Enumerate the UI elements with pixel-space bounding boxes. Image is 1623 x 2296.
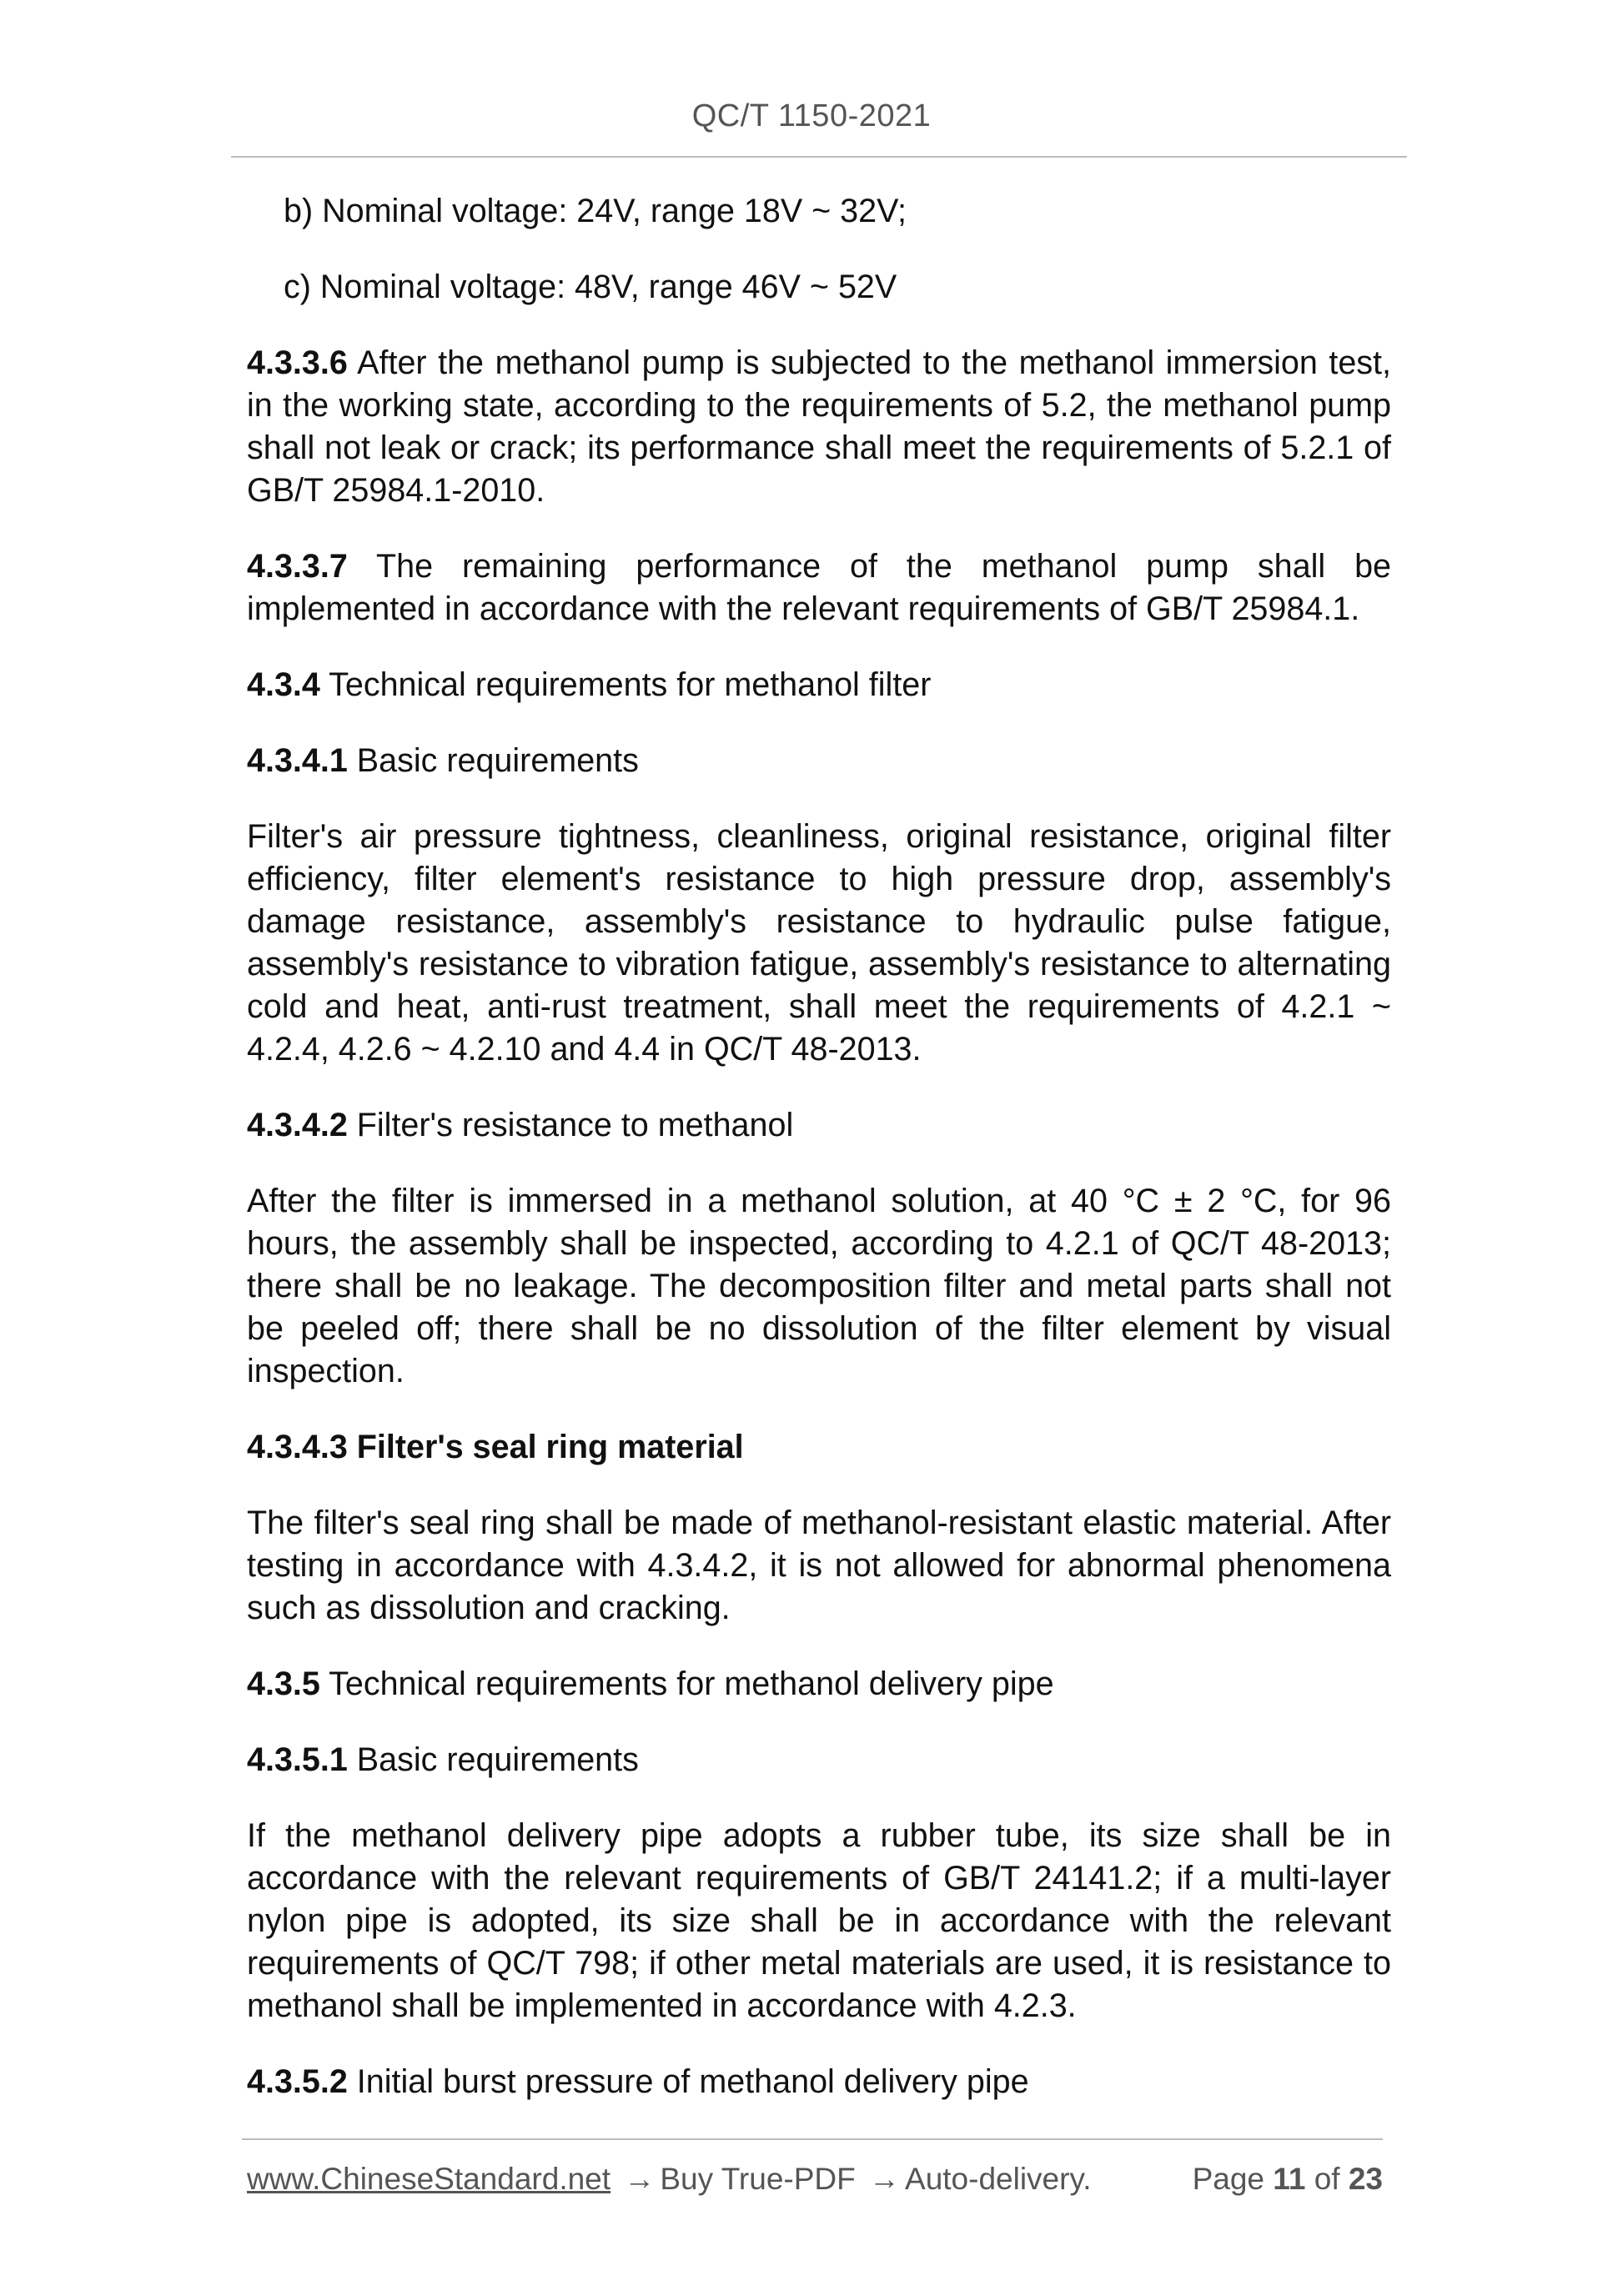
section-number: 4.3.5 <box>247 1665 320 1702</box>
clause-4-3-3-6 <box>247 342 1391 512</box>
section-title: Technical requirements for methanol delivery pipe <box>319 1665 1054 1702</box>
clause-title: Initial burst pressure of methanol delivery pipe <box>347 2063 1029 2100</box>
clause-4-3-4-3-heading: 4.3.4.3 Filter's seal ring material <box>247 1429 744 1465</box>
of-label: of <box>1314 2162 1340 2196</box>
clause-title: Filter's resistance to methanol <box>347 1107 794 1143</box>
seal-ring-paragraph: The filter's seal ring shall be made of methanol-resistant elastic material. After testing in accordance with 4.3.4.2, it is not allowed for abnormal phenomena such as dissolution and cracking. <box>247 1505 1391 1626</box>
arrow-right-icon: → <box>869 2162 901 2196</box>
clause-4-3-4-2-heading <box>247 1104 1391 1147</box>
header-divider <box>231 156 1407 158</box>
clause-number: 4.3.5.2 <box>247 2063 348 2100</box>
page-total: 23 <box>1348 2162 1383 2196</box>
methanol-resistance-paragraph: After the filter is immersed in a methanol solution, at 40 °C ± 2 °C, for 96 hours, the assembly shall be inspected, according to 4.2.1 of QC/T 48-2013; there shall be no leakage. The decomposition filter and metal parts shall not be peeled off; there shall be no dissolution of the filter element by visual inspection. <box>247 1183 1391 1389</box>
document-body <box>247 190 1391 2137</box>
website-link[interactable]: www.ChineseStandard.net <box>247 2162 611 2196</box>
clause-title: Basic requirements <box>347 742 639 779</box>
basic-requirements-paragraph: Filter's air pressure tightness, cleanliness, original resistance, original filter efficiency, filter element's resistance to high pressure drop, assembly's damage resistance, assembly's resistance to hydraulic pulse fatigue, assembly's resistance to vibration fatigue, assembly's resistance to alternating cold and heat, anti-rust treatment, shall meet the requirements of 4.2.1 ~ 4.2.4, 4.2.6 ~ 4.2.10 and 4.4 in QC/T 48-2013. <box>247 818 1391 1068</box>
clause-text: After the methanol pump is subjected to the methanol immersion test, in the working state, according to the requirements of 5.2, the methanol pump shall not leak or crack; its performance shall meet the requirements of 5.2.1 of GB/T 25984.1-2010. <box>247 344 1391 509</box>
clause-title: Basic requirements <box>347 1741 639 1778</box>
page-label: Page <box>1192 2162 1265 2196</box>
section-number: 4.3.4 <box>247 666 320 703</box>
page-indicator <box>1193 2162 1383 2197</box>
clause-4-3-4-1-heading <box>247 740 1391 782</box>
list-item-c: c) Nominal voltage: 48V, range 46V ~ 52V <box>284 269 897 305</box>
clause-number: 4.3.4.1 <box>247 742 348 779</box>
clause-number: 4.3.5.1 <box>247 1741 348 1778</box>
clause-number: 4.3.4.2 <box>247 1107 348 1143</box>
list-item-b: b) Nominal voltage: 24V, range 18V ~ 32V; <box>284 193 907 229</box>
clause-4-3-5-2-heading <box>247 2061 1391 2103</box>
section-4-3-4-heading <box>247 664 1391 706</box>
page-footer <box>247 2162 1383 2197</box>
clause-number: 4.3.3.7 <box>247 548 348 585</box>
page-header-title: QC/T 1150-2021 <box>691 98 932 133</box>
footer-divider <box>242 2138 1383 2140</box>
clause-number: 4.3.3.6 <box>247 344 348 381</box>
auto-delivery-text: Auto-delivery. <box>905 2162 1092 2196</box>
clause-text: The remaining performance of the methanol pump shall be implemented in accordance with the relevant requirements of GB/T 25984.1. <box>247 548 1391 627</box>
delivery-pipe-paragraph: If the methanol delivery pipe adopts a rubber tube, its size shall be in accordance with the relevant requirements of GB/T 24141.2; if a multi-layer nylon pipe is adopted, its size shall be in accordance with the relevant requirements of QC/T 798; if other metal materials are used, it is resistance to methanol shall be implemented in accordance with 4.2.3. <box>247 1817 1391 2024</box>
footer-left <box>247 2162 1091 2197</box>
clause-4-3-3-7 <box>247 545 1391 631</box>
clause-4-3-5-1-heading <box>247 1739 1391 1781</box>
page-number: 11 <box>1273 2162 1306 2196</box>
section-title: Technical requirements for methanol filter <box>319 666 932 703</box>
arrow-right-icon: → <box>624 2162 656 2196</box>
buy-true-pdf-text: Buy True-PDF <box>660 2162 856 2196</box>
section-4-3-5-heading <box>247 1663 1391 1706</box>
